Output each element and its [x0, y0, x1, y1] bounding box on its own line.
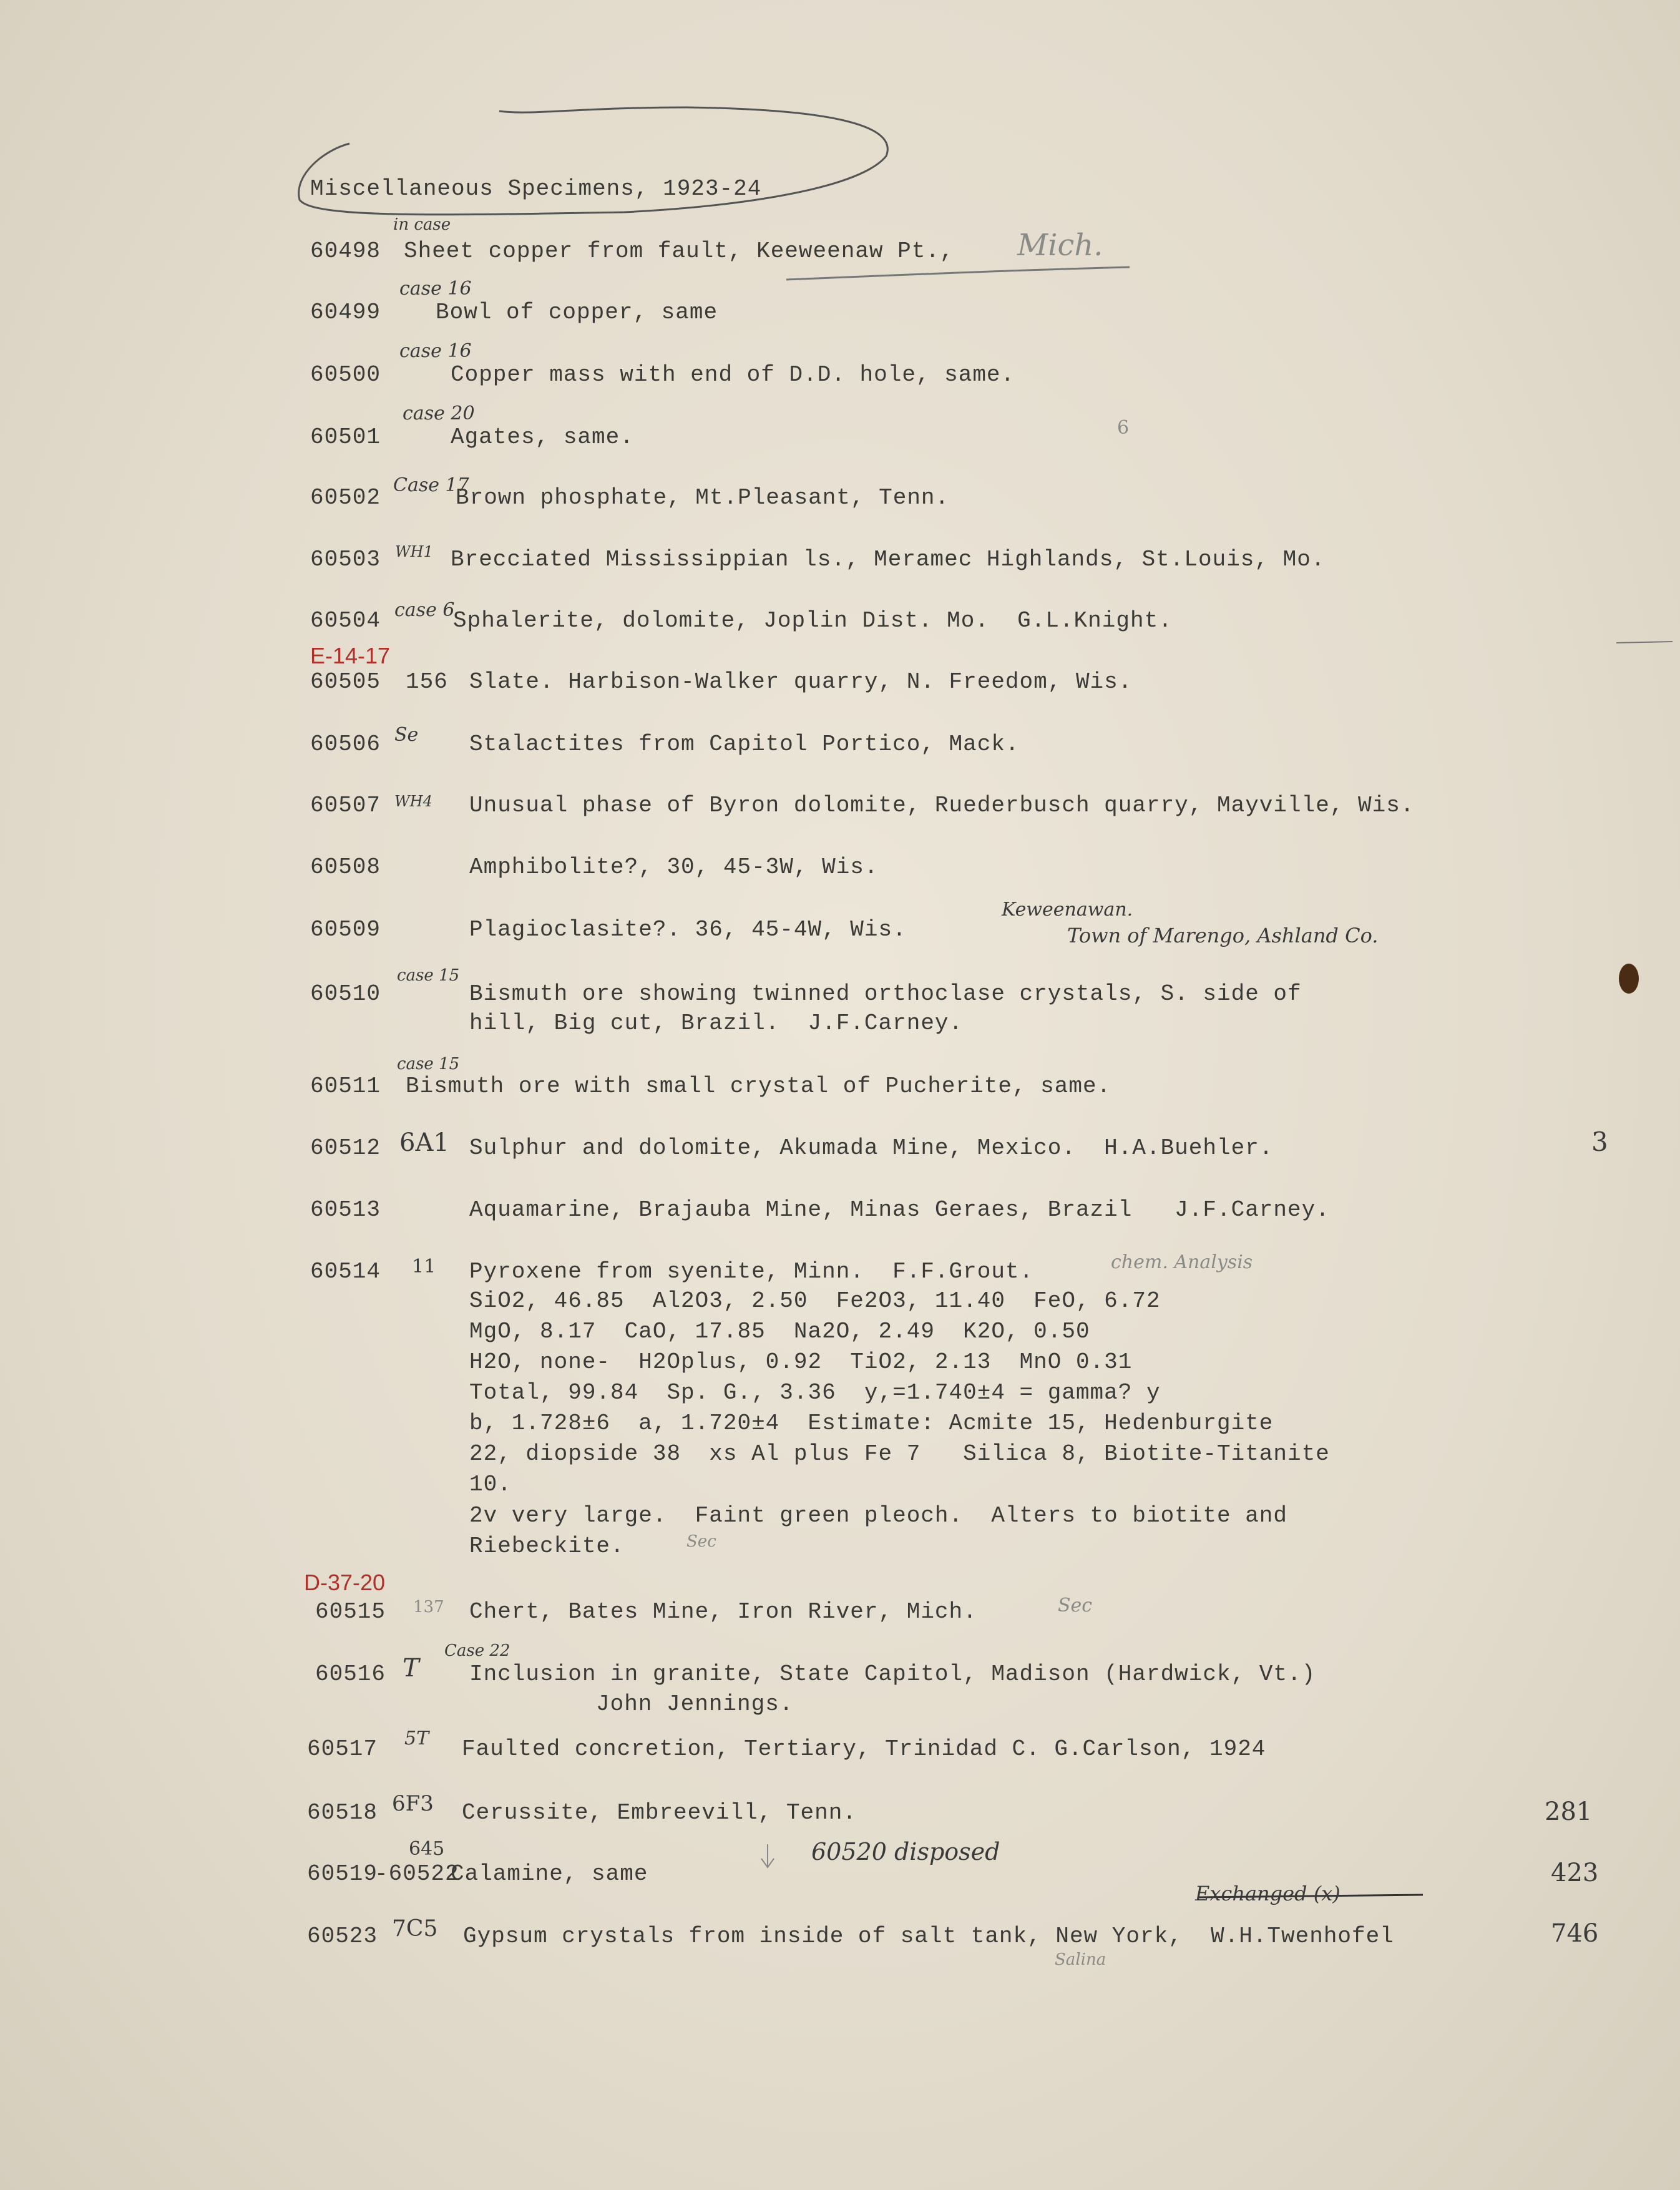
specimen-number: 60523 [307, 1924, 378, 1949]
specimen-number: 60502 [310, 485, 381, 511]
handwritten-note: WH1 [395, 543, 433, 560]
specimen-description: Aquamarine, Brajauba Mine, Minas Geraes, Brazil J.F.Carney. [469, 1197, 1330, 1223]
specimen-description: Inclusion in granite, State Capitol, Madison (Hardwick, Vt.) [469, 1661, 1316, 1687]
red-catalog-code: E-14-17 [310, 643, 391, 668]
analysis-line: 22, diopside 38 xs Al plus Fe 7 Silica 8, Biotite-Titanite [469, 1441, 1330, 1467]
specimen-number: 60509 [310, 917, 381, 942]
analysis-line: 2v very large. Faint green pleoch. Alters to biotite and [469, 1503, 1288, 1528]
analysis-line: 10. [469, 1472, 512, 1497]
specimen-description: Agates, same. [451, 424, 634, 450]
specimen-description: Gypsum crystals from inside of salt tank, New York, W.H.Twenhofel [463, 1924, 1394, 1949]
handwritten-note: Case 22 [444, 1641, 510, 1660]
specimen-range: -60522 [374, 1861, 459, 1887]
specimen-description: Chert, Bates Mine, Iron River, Mich. [469, 1599, 977, 1625]
specimen-description: Slate. Harbison-Walker quarry, N. Freedom, Wis. [469, 669, 1133, 695]
handwritten-note: T [403, 1654, 419, 1683]
analysis-line: H2O, none- H2Oplus, 0.92 TiO2, 2.13 MnO 0.31 [469, 1349, 1133, 1375]
specimen-number: 60508 [310, 854, 381, 880]
handwritten-note: 6A1 [399, 1128, 449, 1157]
specimen-number: 60513 [310, 1197, 381, 1223]
specimen-number: 60516 [315, 1661, 386, 1687]
handwritten-annotation: Town of Marengo, Ashland Co. [1067, 924, 1379, 947]
specimen-description-cont: John Jennings. [596, 1691, 794, 1717]
mich-underline [786, 267, 1130, 280]
specimen-description: Copper mass with end of D.D. hole, same. [451, 362, 1015, 388]
specimen-description: Bowl of copper, same [436, 300, 718, 325]
pencil-mark: 6 [1117, 417, 1130, 439]
handwritten-number: 423 [1551, 1859, 1599, 1887]
specimen-description: Bismuth ore showing twinned orthoclase crystals, S. side of [469, 981, 1302, 1007]
specimen-number: 60512 [310, 1135, 381, 1161]
handwritten-annotation: Salina [1055, 1950, 1106, 1969]
analysis-line: MgO, 8.17 CaO, 17.85 Na2O, 2.49 K2O, 0.50 [469, 1319, 1090, 1344]
handwritten-note: 11 [412, 1256, 436, 1278]
specimen-description: Plagioclasite?. 36, 45-4W, Wis. [469, 917, 907, 942]
ink-blot [1619, 964, 1639, 994]
handwritten-note: case 15 [397, 966, 460, 985]
handwritten-note: Case 17 [393, 474, 469, 496]
handwritten-note: 645 [409, 1838, 445, 1860]
handwritten-note: case 15 [397, 1055, 460, 1073]
specimen-number: 60501 [310, 424, 381, 450]
specimen-number: 60507 [310, 793, 381, 818]
specimen-number: 60499 [310, 300, 381, 325]
handwritten-annotation: Sec [686, 1532, 716, 1551]
specimen-note: 156 [406, 669, 448, 695]
specimen-description: Stalactites from Capitol Portico, Mack. [469, 731, 1020, 757]
specimen-description: Pyroxene from syenite, Minn. F.F.Grout. [469, 1259, 1034, 1284]
specimen-description: Sulphur and dolomite, Akumada Mine, Mexico. H.A.Buehler. [469, 1135, 1274, 1161]
handwritten-note: case 16 [399, 340, 472, 362]
analysis-line: SiO2, 46.85 Al2O3, 2.50 Fe2O3, 11.40 FeO, 6.72 [469, 1288, 1161, 1314]
specimen-number: 60518 [307, 1800, 378, 1826]
specimen-number: 60503 [310, 547, 381, 572]
handwritten-page-note: 3 [1591, 1127, 1608, 1157]
specimen-number: 60504 [310, 608, 381, 633]
analysis-line: Riebeckite. [469, 1533, 625, 1559]
handwritten-note: case 6 [394, 599, 455, 621]
handwritten-note: Se [394, 724, 419, 746]
specimen-number: 60514 [310, 1259, 381, 1284]
handwritten-note: 6F3 [392, 1791, 434, 1816]
page-title: Miscellaneous Specimens, 1923-24 [310, 176, 762, 202]
specimen-number: 60510 [310, 981, 381, 1007]
specimen-number: 60505 [310, 669, 381, 695]
specimen-number: 60506 [310, 731, 381, 757]
handwritten-annotation: 60520 disposed [811, 1838, 1000, 1865]
handwritten-note: WH4 [394, 793, 432, 810]
specimen-description: Calamine, same [451, 1861, 648, 1887]
handwritten-annotation: Sec [1058, 1595, 1093, 1616]
handwritten-number: 281 [1545, 1797, 1593, 1826]
specimen-description: Sheet copper from fault, Keeweenaw Pt., [404, 238, 954, 264]
handwritten-note: case 16 [399, 278, 472, 300]
handwritten-annotation: Keweenawan. [1002, 899, 1133, 921]
specimen-number: 60519 [307, 1861, 378, 1887]
handwritten-note: 137 [413, 1598, 444, 1616]
handwritten-note: 5T [404, 1728, 429, 1749]
specimen-number: 60517 [307, 1736, 378, 1762]
margin-mark [1616, 642, 1673, 643]
handwritten-note: case 20 [403, 403, 475, 424]
handwritten-note: 7C5 [392, 1916, 438, 1942]
handwritten-location: Mich. [1017, 228, 1103, 263]
specimen-description: Sphalerite, dolomite, Joplin Dist. Mo. G.L.Knight. [453, 608, 1173, 633]
specimen-description: Cerussite, Embreevill, Tenn. [462, 1800, 857, 1826]
handwritten-number: 746 [1551, 1919, 1599, 1948]
analysis-line: Total, 99.84 Sp. G., 3.36 y,=1.740±4 = gamma? y [469, 1380, 1161, 1405]
specimen-description: Amphibolite?, 30, 45-3W, Wis. [469, 854, 879, 880]
specimen-number: 60500 [310, 362, 381, 388]
specimen-number: 60515 [315, 1599, 386, 1625]
specimen-number: 60498 [310, 238, 381, 264]
red-catalog-code: D-37-20 [304, 1570, 386, 1595]
handwritten-note: in case [393, 215, 451, 234]
specimen-description: Brecciated Mississippian ls., Meramec Highlands, St.Louis, Mo. [451, 547, 1326, 572]
handwritten-annotation: Exchanged (x) [1195, 1882, 1341, 1905]
specimen-number: 60511 [310, 1073, 381, 1099]
down-arrow [761, 1844, 774, 1867]
specimen-description: Bismuth ore with small crystal of Pucherite, same. [406, 1073, 1111, 1099]
analysis-line: b, 1.728±6 a, 1.720±4 Estimate: Acmite 15, Hedenburgite [469, 1410, 1274, 1436]
specimen-description: Brown phosphate, Mt.Pleasant, Tenn. [456, 485, 950, 511]
specimen-description-cont: hill, Big cut, Brazil. J.F.Carney. [469, 1010, 964, 1036]
handwritten-annotation: chem. Analysis [1111, 1251, 1253, 1273]
specimen-description: Faulted concretion, Tertiary, Trinidad C. G.Carlson, 1924 [462, 1736, 1266, 1762]
specimen-description: Unusual phase of Byron dolomite, Ruederbusch quarry, Mayville, Wis. [469, 793, 1415, 818]
